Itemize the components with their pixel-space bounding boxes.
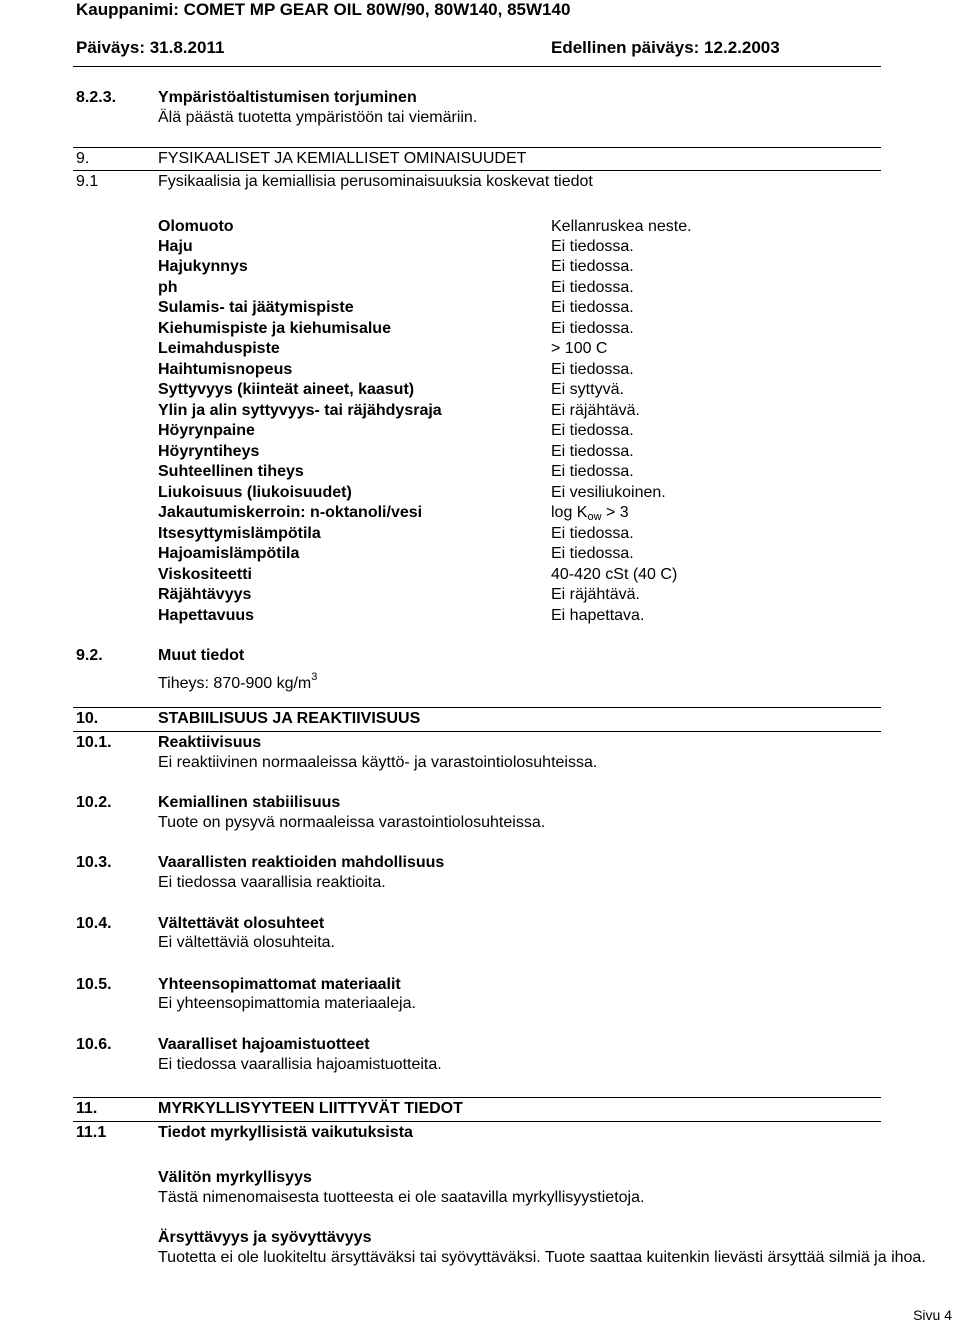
subsection-number: 10.2. — [76, 794, 112, 811]
previous-date: Edellinen päiväys: 12.2.2003 — [551, 38, 780, 57]
document-title: Kauppanimi: COMET MP GEAR OIL 80W/90, 80W140, 85W140 — [76, 0, 571, 19]
toxicity-subheading: Välitön myrkyllisyys — [158, 1169, 312, 1186]
property-value: Ei syttyvä. — [551, 381, 624, 398]
density-unit-exponent: 3 — [311, 671, 318, 683]
property-name: Höyryntiheys — [158, 443, 260, 460]
property-name: Ylin ja alin syttyvyys- tai räjähdysraja — [158, 402, 442, 419]
section-8-2-3-number: 8.2.3. — [76, 89, 117, 106]
property-value: Ei tiedossa. — [551, 320, 634, 337]
document-date: Päiväys: 31.8.2011 — [76, 38, 225, 57]
log-kow-prefix: log K — [551, 504, 588, 521]
toxicity-subheading: Ärsyttävyys ja syövyttävyys — [158, 1229, 372, 1246]
section-11-title: MYRKYLLISYYTEEN LIITTYVÄT TIEDOT — [158, 1100, 463, 1117]
property-name: Suhteellinen tiheys — [158, 463, 304, 480]
subsection-number: 10.4. — [76, 915, 112, 932]
section-11-1-title: Tiedot myrkyllisistä vaikutuksista — [158, 1124, 413, 1141]
log-kow-subscript: ow — [587, 511, 602, 523]
density-value: Tiheys: 870-900 kg/m — [158, 675, 312, 692]
subsection-title: Vältettävät olosuhteet — [158, 915, 325, 932]
section-9-2-number: 9.2. — [76, 647, 103, 664]
density-text — [158, 667, 317, 694]
subsection-title: Vaaralliset hajoamistuotteet — [158, 1036, 370, 1053]
property-name: Hajoamislämpötila — [158, 545, 300, 562]
property-value: Ei tiedossa. — [551, 258, 634, 275]
property-name: Syttyvyys (kiinteät aineet, kaasut) — [158, 381, 415, 398]
section-8-2-3-title: Ympäristöaltistumisen torjuminen — [158, 89, 417, 106]
section-10-title: STABIILISUUS JA REAKTIIVISUUS — [158, 710, 421, 727]
property-value: Ei tiedossa. — [551, 279, 634, 296]
section-9-1-number: 9.1 — [76, 173, 99, 190]
subsection-title: Kemiallinen stabiilisuus — [158, 794, 341, 811]
subsection-title: Vaarallisten reaktioiden mahdollisuus — [158, 854, 445, 871]
section-9-2-title: Muut tiedot — [158, 647, 245, 664]
property-value: 40-420 cSt (40 C) — [551, 566, 678, 583]
property-name: Jakautumiskerroin: n-oktanoli/vesi — [158, 504, 423, 521]
section-10-number: 10. — [76, 710, 99, 727]
section-9-1-title: Fysikaalisia ja kemiallisia perusominaisuuksia koskevat tiedot — [158, 173, 593, 190]
section-11-1-number: 11.1 — [76, 1124, 107, 1141]
subsection-number: 10.3. — [76, 854, 112, 871]
section-9-rule — [73, 147, 881, 148]
section-11-number: 11. — [76, 1100, 98, 1117]
subsection-number: 10.5. — [76, 976, 112, 993]
section-10-1-rule — [73, 731, 881, 732]
property-name: Olomuoto — [158, 218, 234, 235]
property-value: Ei räjähtävä. — [551, 402, 640, 419]
property-name: Kiehumispiste ja kiehumisalue — [158, 320, 391, 337]
header-rule — [73, 66, 881, 67]
property-value: Ei tiedossa. — [551, 525, 634, 542]
property-value: > 100 C — [551, 340, 608, 357]
property-name: Hapettavuus — [158, 607, 255, 624]
subsection-text: Ei reaktiivinen normaaleissa käyttö- ja varastointiolosuhteissa. — [158, 754, 598, 771]
property-value: Ei tiedossa. — [551, 422, 634, 439]
property-name: Haju — [158, 238, 193, 255]
property-value: Ei vesiliukoinen. — [551, 484, 666, 501]
property-value: Ei räjähtävä. — [551, 586, 640, 603]
property-name: Höyrynpaine — [158, 422, 255, 439]
property-name: Itsesyttymislämpötila — [158, 525, 321, 542]
property-value: Kellanruskea neste. — [551, 218, 692, 235]
property-value: Ei tiedossa. — [551, 545, 634, 562]
property-value: Ei tiedossa. — [551, 361, 634, 378]
section-11-1-rule — [73, 1121, 881, 1122]
subsection-number: 10.1. — [76, 734, 112, 751]
subsection-title: Reaktiivisuus — [158, 734, 262, 751]
subsection-text: Ei tiedossa vaarallisia hajoamistuotteita. — [158, 1056, 442, 1073]
property-name: Leimahduspiste — [158, 340, 280, 357]
section-11-rule — [73, 1097, 881, 1098]
section-8-2-3-text: Älä päästä tuotetta ympäristöön tai viemäriin. — [158, 109, 478, 126]
property-name: Räjähtävyys — [158, 586, 252, 603]
subsection-text: Ei tiedossa vaarallisia reaktioita. — [158, 874, 386, 891]
section-10-rule — [73, 707, 881, 708]
property-name: Viskositeetti — [158, 566, 252, 583]
property-name: Hajukynnys — [158, 258, 248, 275]
subsection-text: Ei yhteensopimattomia materiaaleja. — [158, 995, 416, 1012]
subsection-title: Yhteensopimattomat materiaalit — [158, 976, 401, 993]
property-value: Ei tiedossa. — [551, 238, 634, 255]
toxicity-text: Tästä nimenomaisesta tuotteesta ei ole saatavilla myrkyllisyystietoja. — [158, 1189, 645, 1206]
property-value: Ei hapettava. — [551, 607, 645, 624]
property-name: Haihtumisnopeus — [158, 361, 293, 378]
toxicity-text: Tuotetta ei ole luokiteltu ärsyttäväksi tai syövyttäväksi. Tuote saattaa kuitenkin lievästi ärsyttää silmiä ja ihoa. — [158, 1249, 926, 1266]
section-9-number: 9. — [76, 150, 90, 167]
property-value: Ei tiedossa. — [551, 443, 634, 460]
log-kow-suffix: > 3 — [601, 504, 629, 521]
subsection-number: 10.6. — [76, 1036, 112, 1053]
property-name: Liukoisuus (liukoisuudet) — [158, 484, 352, 501]
property-name: Sulamis- tai jäätymispiste — [158, 299, 354, 316]
property-value: Ei tiedossa. — [551, 463, 634, 480]
property-name: ph — [158, 279, 178, 296]
page-number: Sivu 4 — [913, 1307, 952, 1323]
section-9-1-rule — [73, 170, 881, 171]
subsection-text: Tuote on pysyvä normaaleissa varastointiolosuhteissa. — [158, 814, 546, 831]
section-9-title: FYSIKAALISET JA KEMIALLISET OMINAISUUDET — [158, 150, 527, 167]
property-value: Ei tiedossa. — [551, 299, 634, 316]
subsection-text: Ei vältettäviä olosuhteita. — [158, 934, 335, 951]
